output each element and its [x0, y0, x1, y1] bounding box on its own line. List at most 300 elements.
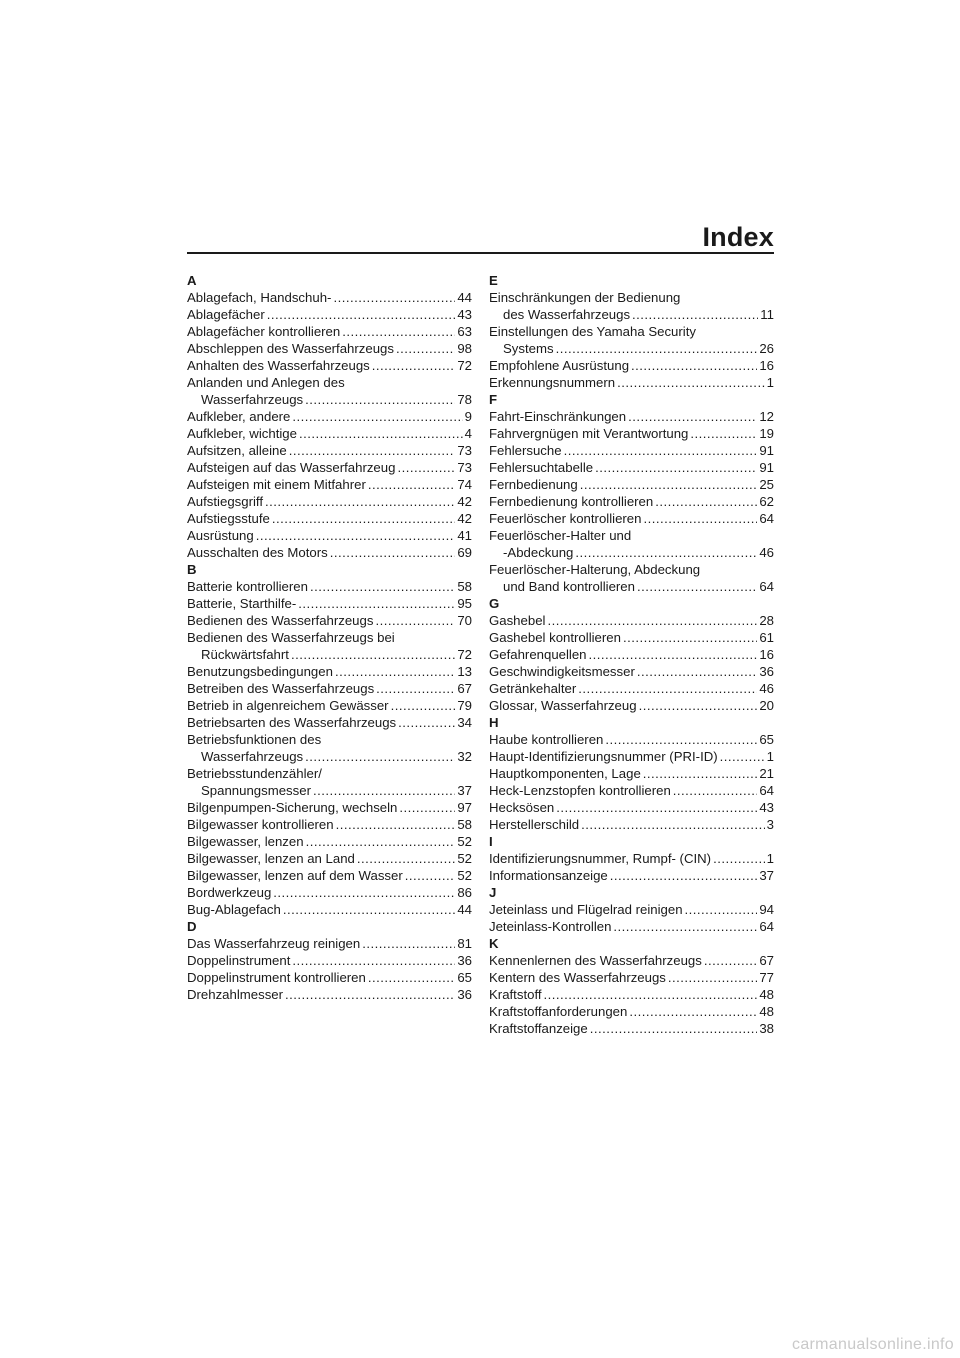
index-entry [489, 680, 774, 697]
index-entry [187, 765, 472, 799]
index-entry [187, 425, 472, 442]
index-entry-text: Fehlersuchtabelle [489, 460, 594, 475]
dot-leader [590, 1020, 758, 1037]
index-entry-text: Ablagefach, Handschuh- [187, 290, 332, 305]
dot-leader [306, 833, 456, 850]
dot-leader [637, 578, 757, 595]
index-entry [187, 952, 472, 969]
dot-leader [713, 850, 765, 867]
index-entry-text: Einschränkungen der Bedienung [489, 290, 681, 305]
index-entry [187, 476, 472, 493]
index-entry [489, 952, 774, 969]
index-entry-text: Betriebsfunktionen des [187, 732, 322, 747]
index-page-number: 21 [759, 766, 774, 781]
dot-leader [578, 680, 757, 697]
index-entry-text: Doppelinstrument [187, 953, 291, 968]
dot-leader [375, 612, 455, 629]
index-entry [187, 510, 472, 527]
index-entry-text: Haube kontrollieren [489, 732, 604, 747]
index-page-number: 95 [457, 596, 472, 611]
index-page-number: 78 [457, 392, 472, 407]
dot-leader [267, 306, 456, 323]
index-entry [187, 493, 472, 510]
dot-leader [564, 442, 758, 459]
index-entry-text: Fahrvergnügen mit Verantwortung [489, 426, 689, 441]
index-entry-text: Bilgenpumpen-Sicherung, wechseln [187, 800, 398, 815]
index-page-number: 44 [457, 290, 472, 305]
dot-leader [690, 425, 757, 442]
dot-leader [595, 459, 757, 476]
index-entry [187, 459, 472, 476]
index-page-number: 48 [759, 1004, 774, 1019]
index-entry [489, 629, 774, 646]
index-entry-text: Bilgewasser, lenzen [187, 834, 304, 849]
index-page-number: 72 [457, 647, 472, 662]
index-page-number: 58 [457, 817, 472, 832]
index-page-number: 86 [457, 885, 472, 900]
index-entry-text: Feuerlöscher-Halter und [489, 528, 632, 543]
index-page-number: 61 [759, 630, 774, 645]
index-page-number: 42 [457, 494, 472, 509]
index-page-number: 28 [759, 613, 774, 628]
dot-leader [376, 680, 455, 697]
index-entry-text: Aufsteigen auf das Wasserfahrzeug [187, 460, 396, 475]
index-entry-text: Bedienen des Wasserfahrzeugs [187, 613, 374, 628]
index-page-number: 48 [759, 987, 774, 1002]
index-entry [489, 782, 774, 799]
index-entry [489, 408, 774, 425]
index-page-number: 42 [457, 511, 472, 526]
index-page-number: 26 [759, 341, 774, 356]
index-page-number: 52 [457, 851, 472, 866]
dot-leader [643, 765, 758, 782]
index-entry [489, 425, 774, 442]
index-entry [187, 544, 472, 561]
dot-leader [547, 612, 757, 629]
dot-leader [292, 952, 455, 969]
index-entry-text: Ausschalten des Motors [187, 545, 328, 560]
index-entry-text: Ablagefächer kontrollieren [187, 324, 341, 339]
index-page-number: 67 [759, 953, 774, 968]
dot-leader [544, 986, 758, 1003]
index-page-number: 13 [457, 664, 472, 679]
index-page-number: 65 [457, 970, 472, 985]
index-entry-text: Kentern des Wasserfahrzeugs [489, 970, 666, 985]
index-page-number: 73 [457, 460, 472, 475]
index-entry [187, 799, 472, 816]
index-page-number: 81 [457, 936, 472, 951]
index-entry-text: Fahrt-Einschränkungen [489, 409, 627, 424]
dot-leader [628, 408, 757, 425]
dot-leader [335, 663, 455, 680]
index-entry [489, 612, 774, 629]
index-entry [187, 969, 472, 986]
index-page-number: 67 [457, 681, 472, 696]
dot-leader [298, 595, 455, 612]
index-entry-text: Das Wasserfahrzeug reinigen [187, 936, 361, 951]
index-entry [187, 408, 472, 425]
index-page-number: 46 [759, 545, 774, 560]
index-entry-text: Hauptkomponenten, Lage [489, 766, 641, 781]
dot-leader [610, 867, 758, 884]
index-entry-text: Ablagefächer [187, 307, 265, 322]
index-entry [489, 442, 774, 459]
index-letter-heading: B [187, 562, 197, 577]
dot-leader [581, 816, 765, 833]
index-entry [187, 680, 472, 697]
index-page-number: 36 [457, 987, 472, 1002]
index-entry-text: Fehlersuche [489, 443, 562, 458]
page-title: Index [702, 222, 774, 252]
dot-leader [333, 289, 455, 306]
index-entry [489, 731, 774, 748]
dot-leader [256, 527, 456, 544]
dot-leader [291, 646, 455, 663]
index-entry-text: Wasserfahrzeugs [201, 749, 304, 764]
index-entry-text: Aufkleber, andere [187, 409, 291, 424]
index-entry-text: Bordwerkzeug [187, 885, 272, 900]
index-letter-heading: G [489, 596, 500, 611]
index-entry [187, 663, 472, 680]
index-entry-text: Aufstiegsgriff [187, 494, 263, 509]
index-entry-text: Kennenlernen des Wasserfahrzeugs [489, 953, 702, 968]
dot-leader [605, 731, 757, 748]
index-page-number: 63 [457, 324, 472, 339]
dot-leader [589, 646, 758, 663]
index-page-number: 98 [457, 341, 472, 356]
index-entry [489, 459, 774, 476]
index-entry [187, 986, 472, 1003]
dot-leader [637, 663, 757, 680]
index-entry [187, 816, 472, 833]
index-page-number: 64 [759, 783, 774, 798]
index-page-number: 74 [457, 477, 472, 492]
dot-leader [629, 1003, 757, 1020]
dot-leader [305, 748, 455, 765]
index-entry [489, 867, 774, 884]
index-entry-text: des Wasserfahrzeugs [503, 307, 631, 322]
index-entry [187, 357, 472, 374]
index-page-number: 91 [759, 460, 774, 475]
index-entry-text: Heck-Lenzstopfen kontrollieren [489, 783, 671, 798]
dot-leader [673, 782, 758, 799]
index-page-number: 70 [457, 613, 472, 628]
index-page-number: 25 [759, 477, 774, 492]
index-letter-heading: A [187, 273, 197, 288]
index-entry-text: Haupt-Identifizierungsnummer (PRI-ID) [489, 749, 718, 764]
index-entry [489, 1020, 774, 1037]
dot-leader [613, 918, 757, 935]
index-entry-text: und Band kontrollieren [503, 579, 635, 594]
index-letter-heading: I [489, 834, 493, 849]
dot-leader [704, 952, 757, 969]
index-page-number: 52 [457, 868, 472, 883]
index-entry [187, 595, 472, 612]
index-page-number: 37 [759, 868, 774, 883]
dot-leader [655, 493, 757, 510]
index-page-number: 43 [457, 307, 472, 322]
dot-leader [623, 629, 757, 646]
index-entry [187, 901, 472, 918]
index-column-left [187, 272, 472, 1003]
index-entry-text: Informationsanzeige [489, 868, 608, 883]
dot-leader [685, 901, 758, 918]
index-entry [187, 935, 472, 952]
index-page-number: 97 [457, 800, 472, 815]
index-page-number: 46 [759, 681, 774, 696]
index-page-number: 20 [759, 698, 774, 713]
index-page-number: 1 [766, 375, 774, 390]
index-letter-heading: E [489, 273, 498, 288]
index-page-number: 62 [759, 494, 774, 509]
index-page-number: 16 [759, 647, 774, 662]
index-entry-text: Spannungsmesser [201, 783, 311, 798]
index-entry [489, 663, 774, 680]
index-entry-text: Benutzungsbedingungen [187, 664, 333, 679]
dot-leader [556, 799, 757, 816]
index-entry [489, 748, 774, 765]
dot-leader [357, 850, 455, 867]
index-page-number: 64 [759, 919, 774, 934]
index-entry [187, 850, 472, 867]
index-entry-text: Bilgewasser, lenzen an Land [187, 851, 355, 866]
index-entry [489, 918, 774, 935]
index-page-number: 36 [759, 664, 774, 679]
index-column-right [489, 272, 774, 1037]
dot-leader [283, 901, 455, 918]
index-entry [187, 306, 472, 323]
index-entry-text: Einstellungen des Yamaha Security [489, 324, 696, 339]
index-entry-text: Fernbedienung kontrollieren [489, 494, 654, 509]
watermark: carmanualsonline.info [792, 1336, 954, 1353]
index-entry [187, 323, 472, 340]
index-page-number: 43 [759, 800, 774, 815]
dot-leader [397, 459, 455, 476]
index-entry-text: Geschwindigkeitsmesser [489, 664, 635, 679]
index-entry [187, 867, 472, 884]
index-page-number: 69 [457, 545, 472, 560]
dot-leader [292, 408, 462, 425]
index-page-number: 64 [759, 579, 774, 594]
index-entry-text: Gashebel kontrollieren [489, 630, 621, 645]
index-entry [187, 578, 472, 595]
index-letter-heading: D [187, 919, 197, 934]
dot-leader [617, 374, 765, 391]
index-entry-text: Kraftstoffanforderungen [489, 1004, 628, 1019]
dot-leader [398, 714, 455, 731]
index-entry [187, 340, 472, 357]
index-entry [489, 374, 774, 391]
index-page-number: 11 [760, 307, 774, 322]
index-entry [489, 986, 774, 1003]
index-entry [489, 561, 774, 595]
index-page-number: 37 [457, 783, 472, 798]
index-page-number: 9 [464, 409, 472, 424]
index-page-number: 65 [759, 732, 774, 747]
index-entry-text: Jeteinlass-Kontrollen [489, 919, 612, 934]
index-entry-text: Gashebel [489, 613, 546, 628]
index-entry-text: Aufkleber, wichtige [187, 426, 297, 441]
index-entry-text: Aufsteigen mit einem Mitfahrer [187, 477, 366, 492]
dot-leader [580, 476, 758, 493]
index-entry-text: Bedienen des Wasserfahrzeugs bei [187, 630, 395, 645]
index-page-number: 94 [759, 902, 774, 917]
index-entry-text: Jeteinlass und Flügelrad reinigen [489, 902, 683, 917]
index-entry-text: Systems [503, 341, 554, 356]
index-entry [187, 374, 472, 408]
index-page-number: 12 [759, 409, 774, 424]
dot-leader [305, 391, 455, 408]
index-entry-text: Gefahrenquellen [489, 647, 587, 662]
index-letter-heading: H [489, 715, 499, 730]
index-entry [187, 442, 472, 459]
dot-leader [372, 357, 456, 374]
dot-leader [299, 425, 463, 442]
title-rule [187, 252, 774, 254]
index-entry-text: Kraftstoffanzeige [489, 1021, 588, 1036]
index-page-number: 79 [457, 698, 472, 713]
index-entry-text: Rückwärtsfahrt [201, 647, 289, 662]
index-entry [489, 323, 774, 357]
dot-leader [405, 867, 456, 884]
index-entry [489, 646, 774, 663]
index-page-number: 38 [759, 1021, 774, 1036]
dot-leader [556, 340, 758, 357]
dot-leader [399, 799, 455, 816]
index-entry [187, 612, 472, 629]
dot-leader [285, 986, 455, 1003]
index-entry [489, 527, 774, 561]
index-entry [187, 527, 472, 544]
index-entry-text: Batterie, Starthilfe- [187, 596, 297, 611]
index-letter-heading: F [489, 392, 498, 407]
index-page-number: 16 [759, 358, 774, 373]
index-page-number: 58 [457, 579, 472, 594]
dot-leader [313, 782, 455, 799]
index-entry-text: Herstellerschild [489, 817, 580, 832]
index-page-number: 32 [457, 749, 472, 764]
index-entry-text: Anlanden und Anlegen des [187, 375, 345, 390]
dot-leader [273, 884, 455, 901]
index-entry-text: Hecksösen [489, 800, 555, 815]
index-page-number: 4 [464, 426, 472, 441]
index-entry [489, 289, 774, 323]
index-entry [489, 969, 774, 986]
index-entry [489, 510, 774, 527]
dot-leader [289, 442, 456, 459]
dot-leader [396, 340, 455, 357]
index-entry [489, 697, 774, 714]
index-entry-text: Ausrüstung [187, 528, 254, 543]
dot-leader [368, 969, 455, 986]
index-entry-text: Empfohlene Ausrüstung [489, 358, 630, 373]
index-page-number: 64 [759, 511, 774, 526]
index-entry-text: Fernbedienung [489, 477, 578, 492]
index-entry [489, 850, 774, 867]
dot-leader [265, 493, 455, 510]
dot-leader [643, 510, 757, 527]
dot-leader [330, 544, 456, 561]
index-entry [187, 884, 472, 901]
dot-leader [632, 306, 758, 323]
index-entry [489, 901, 774, 918]
index-entry-text: Doppelinstrument kontrollieren [187, 970, 366, 985]
index-page-number: 1 [766, 851, 774, 866]
index-entry [187, 289, 472, 306]
index-entry-text: Bilgewasser, lenzen auf dem Wasser [187, 868, 403, 883]
index-entry [187, 629, 472, 663]
dot-leader [342, 323, 455, 340]
index-entry [489, 799, 774, 816]
index-entry-text: Feuerlöscher-Halterung, Abdeckung [489, 562, 701, 577]
index-entry [489, 357, 774, 374]
index-entry-text: Glossar, Wasserfahrzeug [489, 698, 637, 713]
dot-leader [391, 697, 456, 714]
index-entry [489, 1003, 774, 1020]
index-entry-text: Betrieb in algenreichem Gewässer [187, 698, 389, 713]
dot-leader [368, 476, 455, 493]
index-page-number: 77 [759, 970, 774, 985]
dot-leader [272, 510, 455, 527]
dot-leader [720, 748, 765, 765]
index-entry-text: Betreiben des Wasserfahrzeugs [187, 681, 375, 696]
index-entry-text: Erkennungsnummern [489, 375, 616, 390]
index-letter-heading: K [489, 936, 499, 951]
index-entry [489, 765, 774, 782]
index-page-number: 41 [457, 528, 472, 543]
index-entry-text: Anhalten des Wasserfahrzeugs [187, 358, 370, 373]
index-entry [489, 816, 774, 833]
index-entry-text: Batterie kontrollieren [187, 579, 308, 594]
index-page-number: 73 [457, 443, 472, 458]
index-entry-text: Betriebsarten des Wasserfahrzeugs [187, 715, 397, 730]
index-page-number: 34 [457, 715, 472, 730]
dot-leader [575, 544, 757, 561]
index-entry-text: Betriebsstundenzähler/ [187, 766, 322, 781]
index-entry [489, 493, 774, 510]
index-page-number: 1 [766, 749, 774, 764]
index-page-number: 91 [759, 443, 774, 458]
index-page-number: 52 [457, 834, 472, 849]
dot-leader [631, 357, 757, 374]
index-entry-text: Drehzahlmesser [187, 987, 284, 1002]
index-entry-text: Bug-Ablagefach [187, 902, 281, 917]
dot-leader [668, 969, 757, 986]
dot-leader [362, 935, 455, 952]
dot-leader [639, 697, 758, 714]
index-entry [187, 697, 472, 714]
index-page-number: 44 [457, 902, 472, 917]
index-page-number: 19 [759, 426, 774, 441]
index-page-number: 36 [457, 953, 472, 968]
index-entry-text: Wasserfahrzeugs [201, 392, 304, 407]
index-letter-heading: J [489, 885, 497, 900]
dot-leader [310, 578, 455, 595]
index-entry-text: Identifizierungsnummer, Rumpf- (CIN) [489, 851, 712, 866]
dot-leader [336, 816, 456, 833]
index-entry [187, 833, 472, 850]
index-entry-text: Getränkehalter [489, 681, 577, 696]
index-entry-text: Kraftstoff [489, 987, 542, 1002]
index-entry [187, 714, 472, 731]
index-entry [489, 476, 774, 493]
index-entry-text: Aufsitzen, alleine [187, 443, 287, 458]
index-page-number: 3 [766, 817, 774, 832]
index-entry-text: Abschleppen des Wasserfahrzeugs [187, 341, 394, 356]
index-page-number: 72 [457, 358, 472, 373]
index-entry [187, 731, 472, 765]
index-entry-text: Bilgewasser kontrollieren [187, 817, 334, 832]
